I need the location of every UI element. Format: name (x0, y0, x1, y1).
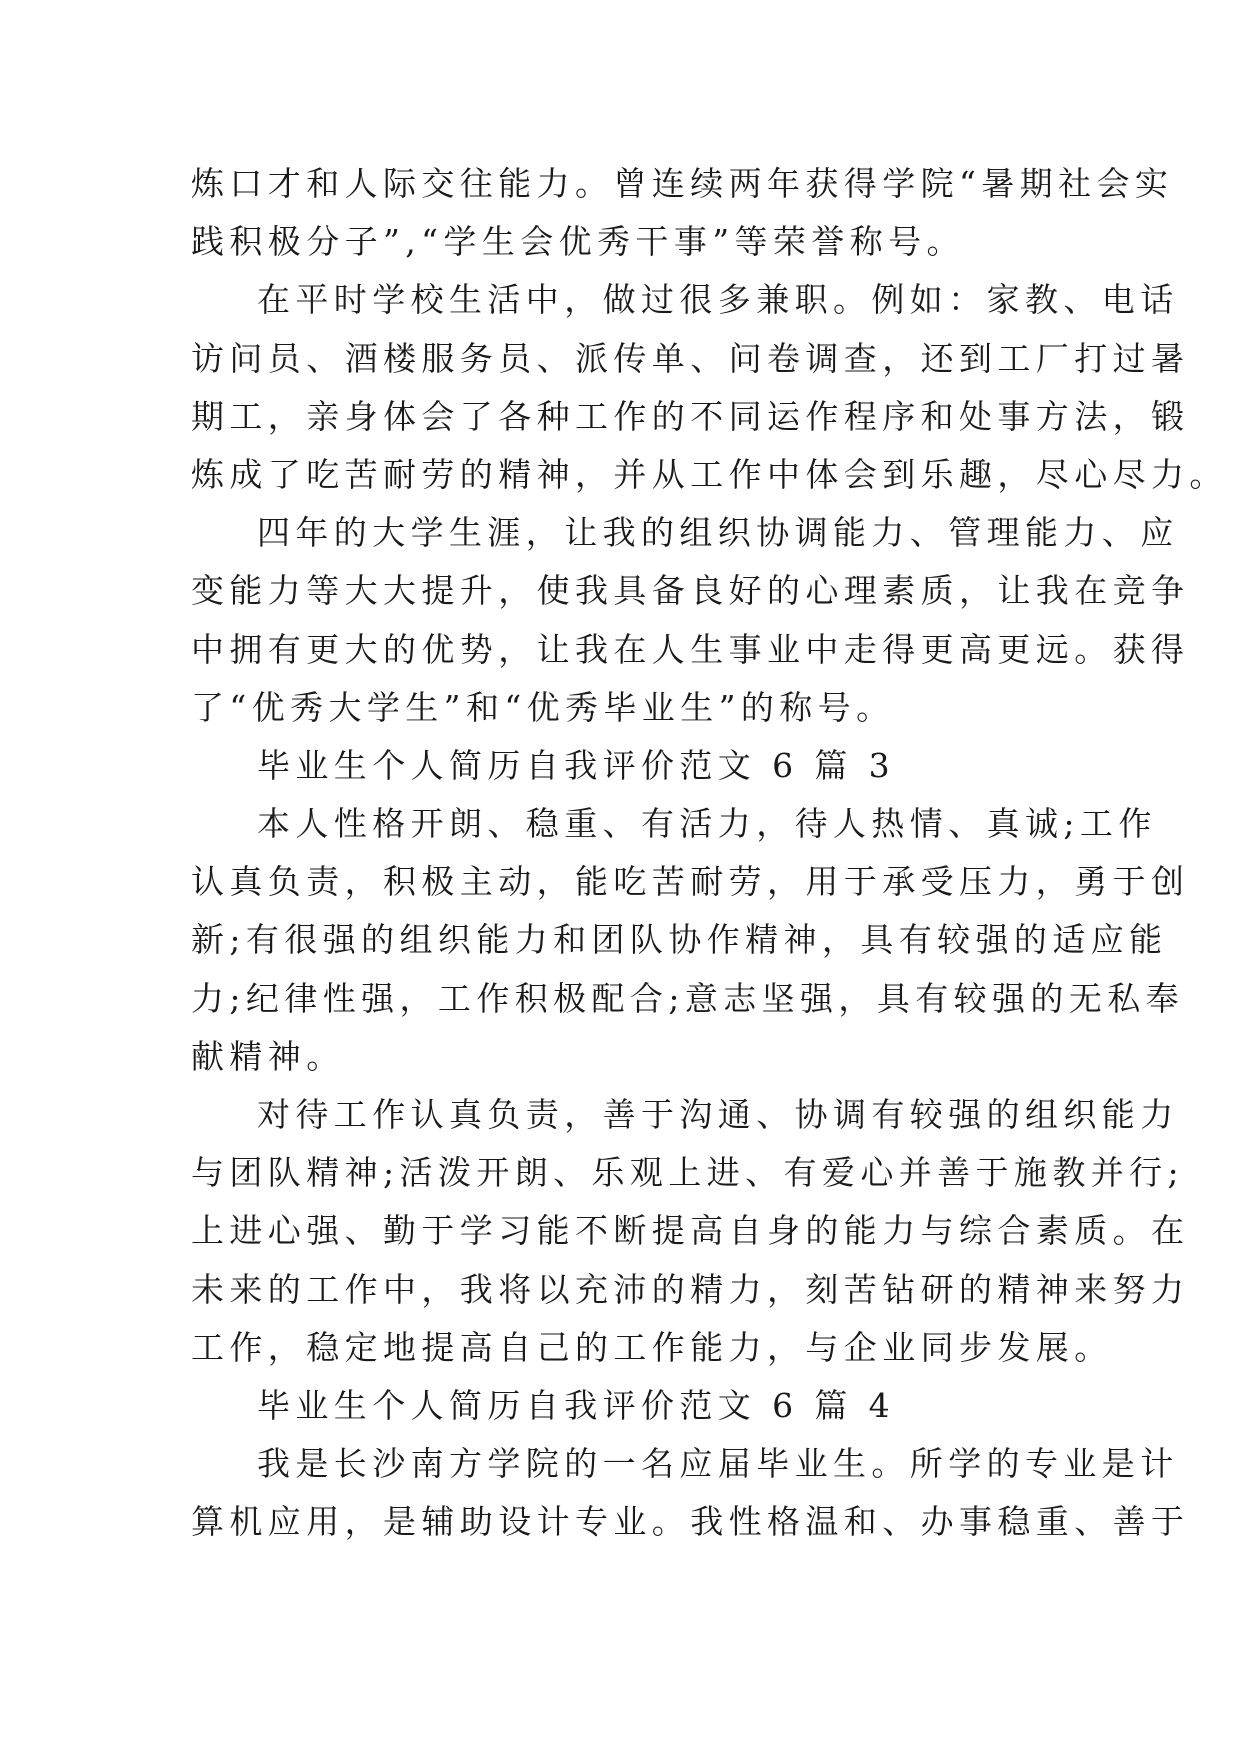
section-heading: 毕业生个人简历自我评价范文 6 篇 3 (257, 745, 896, 785)
section-heading: 毕业生个人简历自我评价范文 6 篇 4 (257, 1385, 896, 1425)
text-line: 访问员、酒楼服务员、派传单、问卷调查，还到工厂打过暑 (191, 338, 1190, 378)
text-line: 变能力等大大提升，使我具备良好的心理素质，让我在竞争 (191, 571, 1190, 611)
text-line: 算机应用，是辅助设计专业。我性格温和、办事稳重、善于 (191, 1502, 1190, 1542)
text-line: 了“优秀大学生”和“优秀毕业生”的称号。 (191, 687, 895, 727)
text-line: 期工，亲身体会了各种工作的不同运作程序和处事方法，锻 (191, 396, 1190, 436)
paragraph-start-line: 四年的大学生涯，让我的组织协调能力、管理能力、应 (257, 513, 1179, 553)
text-line: 上进心强、勤于学习能不断提高自身的能力与综合素质。在 (191, 1211, 1190, 1251)
text-line: 炼成了吃苦耐劳的精神，并从工作中体会到乐趣，尽心尽力。 (191, 454, 1228, 494)
paragraph-start-line: 我是长沙南方学院的一名应届毕业生。所学的专业是计 (257, 1444, 1179, 1484)
text-line: 新;有很强的组织能力和团队协作精神，具有较强的适应能 (191, 920, 1168, 960)
paragraph-start-line: 在平时学校生活中，做过很多兼职。例如：家教、电话 (257, 280, 1179, 320)
text-line: 炼口才和人际交往能力。曾连续两年获得学院“暑期社会实 (191, 164, 1174, 203)
text-line: 未来的工作中，我将以充沛的精力，刻苦钻研的精神来努力 (191, 1269, 1190, 1309)
text-line: 中拥有更大的优势，让我在人生事业中走得更高更远。获得 (191, 629, 1190, 669)
text-line: 力;纪律性强，工作积极配合;意志坚强，具有较强的无私奉 (191, 978, 1185, 1018)
text-line: 与团队精神;活泼开朗、乐观上进、有爱心并善于施教并行; (191, 1153, 1185, 1193)
text-line: 献精神。 (191, 1036, 345, 1076)
text-line: 工作，稳定地提高自己的工作能力，与企业同步发展。 (191, 1327, 1113, 1367)
text-line: 践积极分子”,“学生会优秀干事”等荣誉称号。 (191, 222, 965, 262)
paragraph-start-line: 本人性格开朗、稳重、有活力，待人热情、真诚;工作 (257, 804, 1157, 844)
text-line: 认真负责，积极主动，能吃苦耐劳，用于承受压力，勇于创 (191, 862, 1190, 902)
paragraph-start-line: 对待工作认真负责，善于沟通、协调有较强的组织能力 (257, 1095, 1179, 1134)
document-body (191, 155, 1228, 1552)
